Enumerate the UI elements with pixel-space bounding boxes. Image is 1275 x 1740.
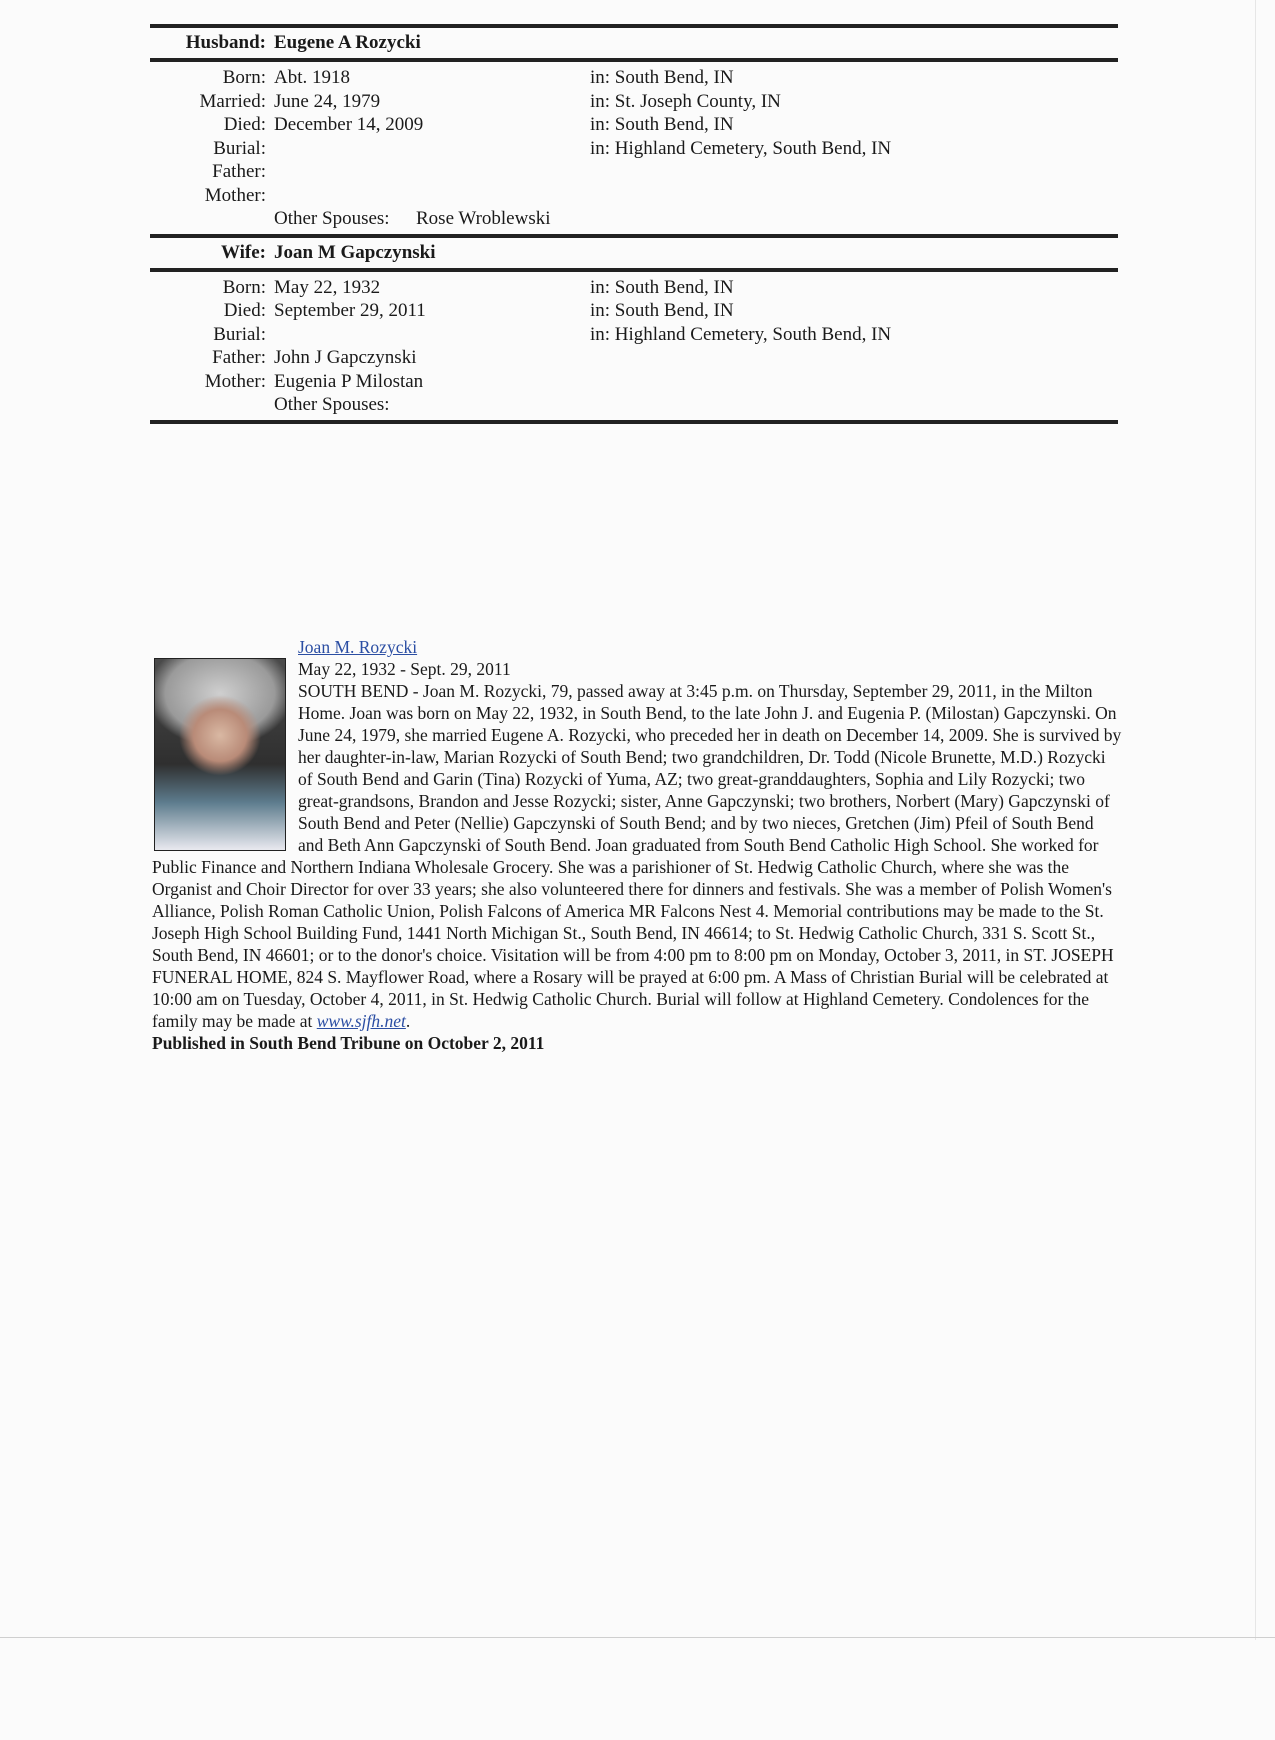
fact-value: December 14, 2009 <box>274 114 424 135</box>
obituary <box>152 636 1122 1054</box>
fact-value: John J Gapczynski <box>274 347 417 368</box>
fact-label: Born: <box>222 276 266 298</box>
funeral-home-link[interactable]: www.sjfh.net <box>316 1011 406 1031</box>
husband-header <box>150 28 1118 58</box>
fact-place: in: South Bend, IN <box>590 300 734 321</box>
husband-label: Husband: <box>185 32 266 54</box>
fact-place: in: South Bend, IN <box>590 67 734 88</box>
husband-name: Eugene A Rozycki <box>274 32 421 54</box>
portrait-photo <box>154 658 286 851</box>
link-suffix: . <box>405 1011 411 1031</box>
fact-place: in: Highland Cemetery, South Bend, IN <box>590 137 892 159</box>
fact-label: Died: <box>223 300 266 321</box>
fact-label: Married: <box>199 90 266 112</box>
other-spouses-label: Other Spouses: <box>274 394 390 415</box>
published-note: Published in South Bend Tribune on October 2, 2011 <box>152 1033 545 1053</box>
fact-value: June 24, 1979 <box>274 90 381 112</box>
other-spouses-row <box>150 393 1118 417</box>
other-spouses-row <box>150 207 1118 231</box>
wife-label: Wife: <box>220 241 266 263</box>
fact-value: May 22, 1932 <box>274 276 381 298</box>
fact-place: in: South Bend, IN <box>590 114 734 135</box>
scan-edge <box>0 1637 1275 1638</box>
fact-row <box>150 323 1118 347</box>
fact-label: Father: <box>212 161 266 182</box>
page-edge <box>1255 0 1256 1640</box>
fact-row <box>150 346 1118 370</box>
fact-label: Mother: <box>204 370 266 392</box>
other-spouses-value: Rose Wroblewski <box>416 208 551 229</box>
fact-place: in: South Bend, IN <box>590 276 734 298</box>
fact-place: in: St. Joseph County, IN <box>590 90 781 112</box>
family-group-sheet <box>150 24 1118 424</box>
fact-row <box>150 276 1118 300</box>
wife-facts <box>150 272 1118 420</box>
obituary-body: SOUTH BEND - Joan M. Rozycki, 79, passed away at 3:45 p.m. on Thursday, September 29, 2011, in the Milton Home. Joan was born on May 22, 1932, in South Bend, to the late John J. and Eugenia P. (Milostan) Gapczynski. On June 24, 1979, she married Eugene A. Rozycki, who preceded her in death on December 14, 2009. She is survived by her daughter-in-law, Marian Rozycki of South Bend; two grandchildren, Dr. Todd (Nicole Brunette, M.D.) Rozycki of South Bend and Garin (Tina) Rozycki of Yuma, AZ; two great-granddaughters, Sophia and Lily Rozycki; two great-grandsons, Brandon and Jesse Rozycki; sister, Anne Gapczynski; two brothers, Norbert (Mary) Gapczynski of South Bend and Peter (Nellie) Gapczynski of South Bend; and by two nieces, Gretchen (Jim) Pfeil of South Bend and Beth Ann Gapczynski of South Bend. Joan graduated from South Bend Catholic High School. She worked for Public Finance and Northern Indiana Wholesale Grocery. She was a parishioner of St. Hedwig Catholic Church, where she was the Organist and Choir Director for over 33 years; she also volunteered there for dinners and festivals. She was a member of Polish Women's Alliance, Polish Roman Catholic Union, Polish Falcons of America MR Falcons Nest 4. Memorial contributions may be made to the St. Joseph High School Building Fund, 1441 North Michigan St., South Bend, IN 46614; to St. Hedwig Catholic Church, 331 S. Scott St., South Bend, IN 46601; or to the donor's choice. Visitation will be from 4:00 pm to 8:00 pm on Monday, October 3, 2011, in ST. JOSEPH FUNERAL HOME, 824 S. Mayflower Road, where a Rosary will be prayed at 6:00 pm. A Mass of Christian Burial will be celebrated at 10:00 am on Tuesday, October 4, 2011, in St. Hedwig Catholic Church. Burial will follow at Highland Cemetery. Condolences for the family may be made at <box>152 681 1122 1031</box>
fact-label: Burial: <box>213 323 266 345</box>
fact-row <box>150 66 1118 90</box>
fact-label: Died: <box>223 114 266 135</box>
wife-header <box>150 238 1118 268</box>
husband-facts <box>150 62 1118 234</box>
fact-label: Born: <box>222 67 266 88</box>
fact-place <box>590 370 1118 394</box>
wife-name: Joan M Gapczynski <box>274 241 436 263</box>
fact-label: Burial: <box>213 137 266 159</box>
other-spouses-label: Other Spouses: <box>274 208 390 229</box>
fact-value <box>274 323 590 347</box>
fact-row <box>150 137 1118 161</box>
fact-row <box>150 370 1118 394</box>
obituary-dates: May 22, 1932 - Sept. 29, 2011 <box>298 659 511 679</box>
divider <box>150 420 1118 424</box>
fact-row <box>150 160 1118 184</box>
fact-row <box>150 184 1118 208</box>
fact-place <box>590 160 1118 184</box>
fact-place: in: Highland Cemetery, South Bend, IN <box>590 323 892 345</box>
fact-label: Father: <box>212 347 266 368</box>
fact-place <box>590 184 1118 208</box>
obituary-text <box>152 680 1122 1032</box>
fact-row <box>150 113 1118 137</box>
fact-value: Eugenia P Milostan <box>274 370 424 392</box>
fact-row <box>150 90 1118 114</box>
fact-value <box>274 137 590 161</box>
fact-value: Abt. 1918 <box>274 67 350 88</box>
obituary-name-link[interactable]: Joan M. Rozycki <box>298 637 418 657</box>
fact-value <box>274 184 590 208</box>
fact-value: September 29, 2011 <box>274 300 426 321</box>
fact-value <box>274 160 590 184</box>
fact-label: Mother: <box>204 184 266 206</box>
fact-row <box>150 299 1118 323</box>
fact-place <box>590 346 1118 370</box>
